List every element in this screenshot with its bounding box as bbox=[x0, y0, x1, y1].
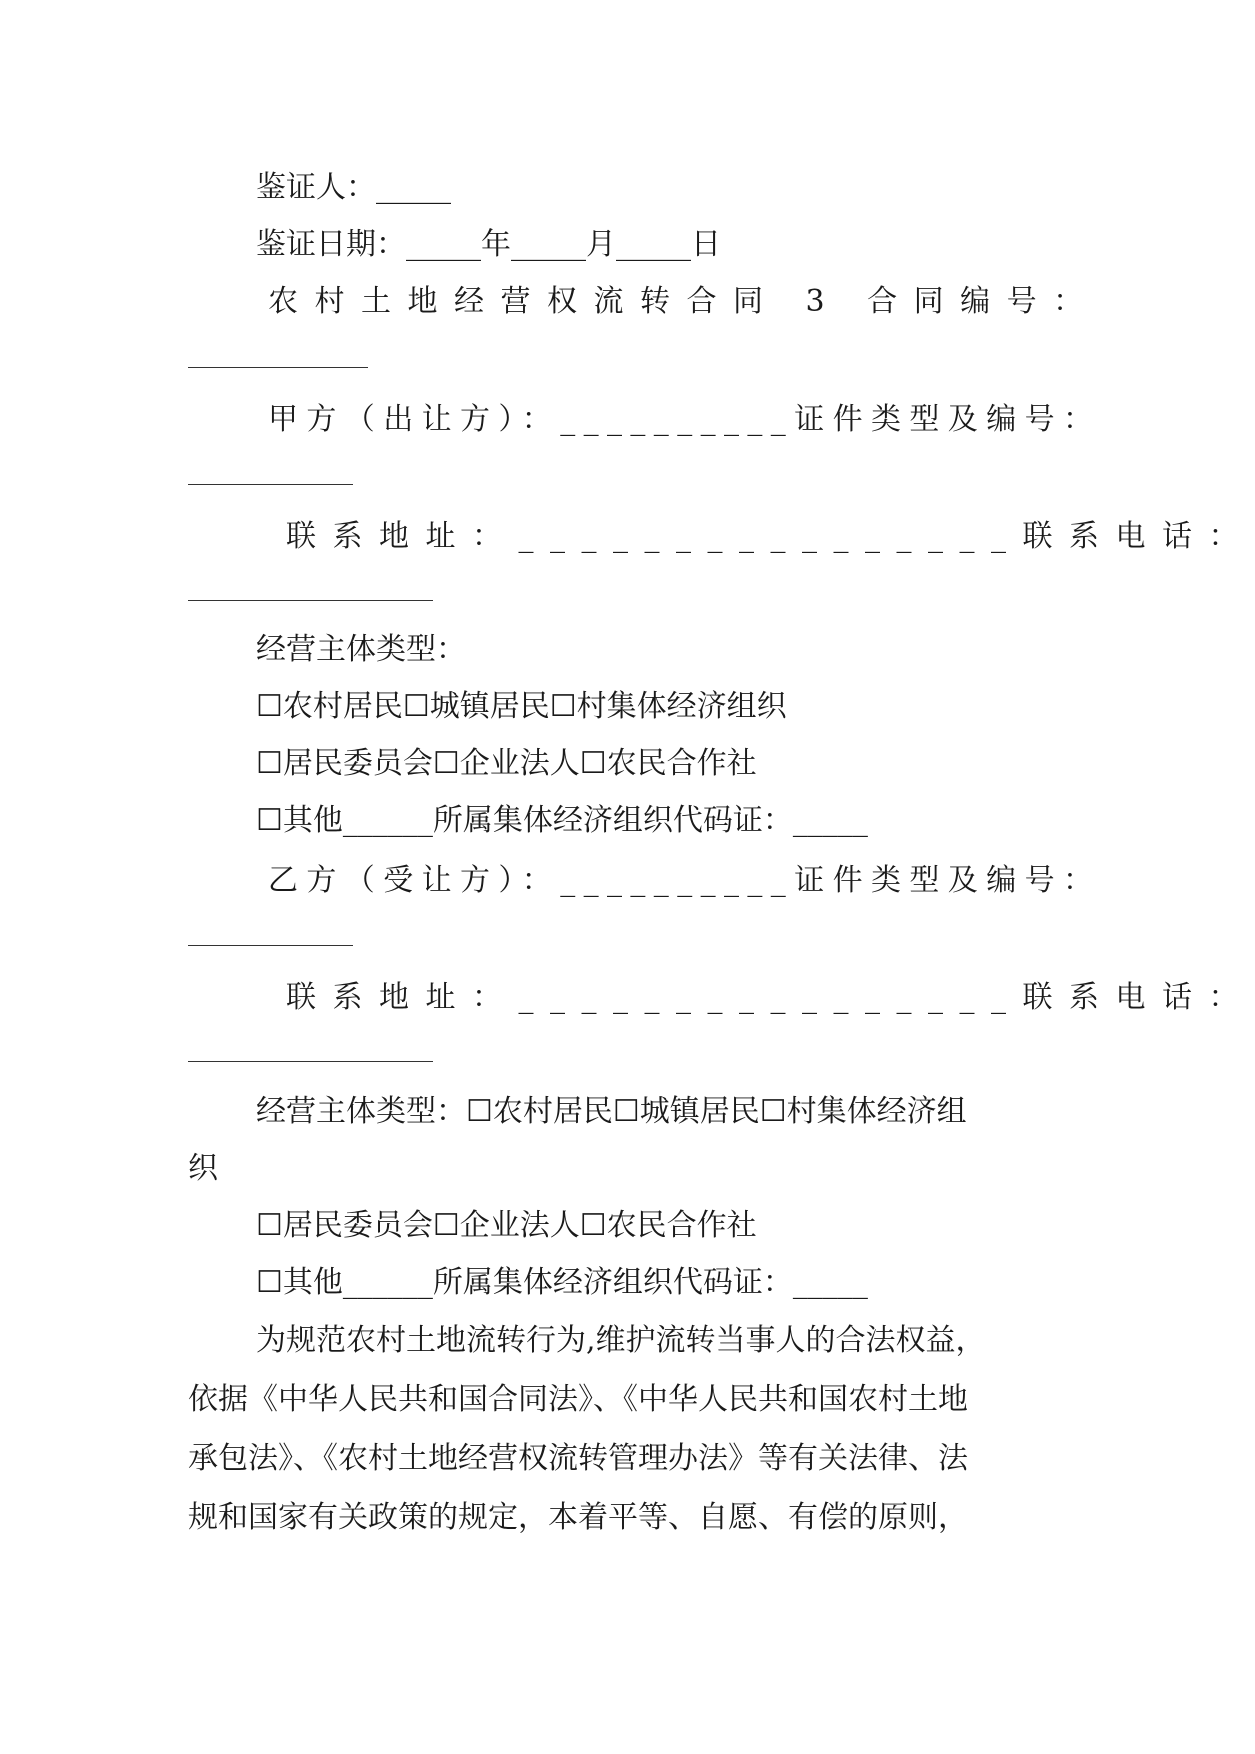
party-b-line: 乙方（受让方）：__________证件类型及编号： bbox=[268, 863, 1102, 898]
party-a-phone-blank bbox=[188, 600, 433, 601]
party-a-entity-options-2: ☐居民委员会☐企业法人☐农民合作社 bbox=[256, 746, 757, 781]
witness-line: 鉴证人：_____ bbox=[256, 170, 451, 205]
party-b-address-line: 联系地址：________________联系电话： bbox=[286, 980, 1255, 1015]
party-b-entity-type-continuation: 织 bbox=[188, 1151, 218, 1186]
party-b-phone-blank bbox=[188, 1061, 433, 1062]
party-a-entity-options-1: ☐农村居民☐城镇居民☐村集体经济组织 bbox=[256, 689, 787, 724]
contract-title-line: 农村土地经营权流转合同 3 合同编号： bbox=[268, 284, 1100, 319]
contract-number-blank bbox=[188, 367, 368, 368]
party-b-entity-options-2: ☐居民委员会☐企业法人☐农民合作社 bbox=[256, 1208, 757, 1243]
party-a-entity-type-label: 经营主体类型： bbox=[256, 632, 466, 667]
preamble-line-1: 为规范农村土地流转行为,维护流转当事人的合法权益， bbox=[256, 1323, 986, 1358]
preamble-line-2: 依据《中华人民共和国合同法》、《中华人民共和国农村土地 bbox=[188, 1382, 968, 1417]
preamble-line-3: 承包法》、《农村土地经营权流转管理办法》等有关法律、法 bbox=[188, 1441, 968, 1476]
preamble-line-4: 规和国家有关政策的规定，本着平等、自愿、有偿的原则， bbox=[188, 1500, 968, 1535]
witness-date-line: 鉴证日期：_____年_____月_____日 bbox=[256, 227, 721, 262]
party-a-line: 甲方（出让方）：__________证件类型及编号： bbox=[268, 402, 1102, 437]
party-b-id-blank bbox=[188, 945, 353, 946]
party-b-entity-type-line: 经营主体类型：☐农村居民☐城镇居民☐村集体经济组 bbox=[256, 1094, 967, 1129]
party-a-address-line: 联系地址：________________联系电话： bbox=[286, 519, 1255, 554]
party-a-entity-options-3: ☐其他______所属集体经济组织代码证：_____ bbox=[256, 803, 868, 838]
party-b-entity-options-3: ☐其他______所属集体经济组织代码证：_____ bbox=[256, 1265, 868, 1300]
party-a-id-blank bbox=[188, 484, 353, 485]
